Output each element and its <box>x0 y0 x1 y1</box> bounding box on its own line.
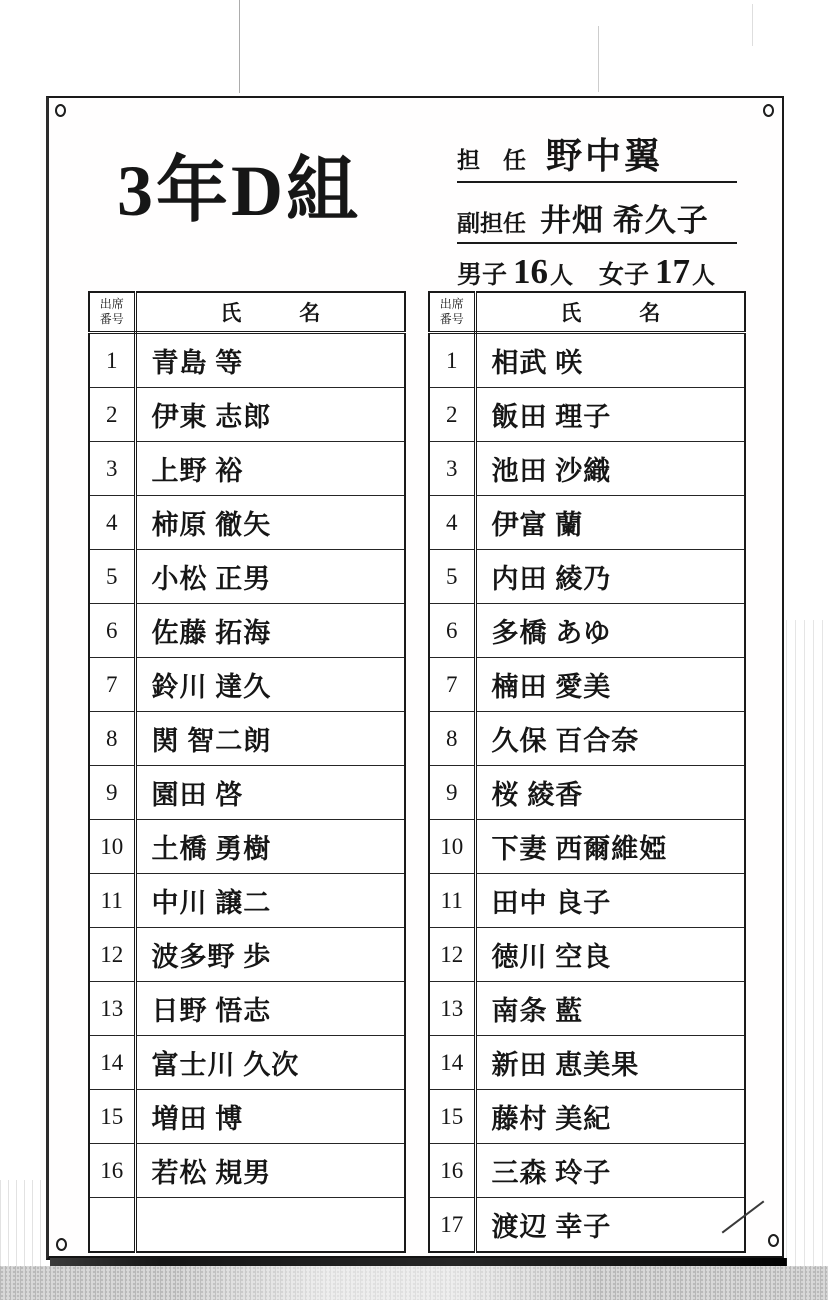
student-name-cell: 柿原 徹矢 <box>135 496 405 550</box>
roster-row <box>89 333 405 388</box>
wall-scratch <box>598 26 599 92</box>
attendance-number-cell: 7 <box>89 658 135 712</box>
student-name-cell <box>135 1198 405 1253</box>
roster-row <box>429 982 745 1036</box>
name-header-char-right: 名 <box>299 301 321 325</box>
name-header-char-left: 氏 <box>560 301 582 325</box>
roster-row <box>89 550 405 604</box>
attendance-number-cell: 11 <box>429 874 475 928</box>
student-name-cell: 若松 規男 <box>135 1144 405 1198</box>
attendance-number-cell: 2 <box>89 388 135 442</box>
roster-row <box>89 496 405 550</box>
attendance-number-cell: 11 <box>89 874 135 928</box>
attendance-number-cell: 14 <box>89 1036 135 1090</box>
attendance-number-header <box>89 292 135 333</box>
attendance-number-cell: 8 <box>429 712 475 766</box>
wall-texture <box>0 1180 44 1266</box>
student-name-cell: 青島 等 <box>135 333 405 388</box>
roster-row <box>429 712 745 766</box>
student-name-cell: 藤村 美紀 <box>475 1090 745 1144</box>
student-name-cell: 富士川 久次 <box>135 1036 405 1090</box>
roster-row <box>89 388 405 442</box>
student-name-cell: 相武 咲 <box>475 333 745 388</box>
name-header-char-right: 名 <box>639 301 661 325</box>
student-name-cell: 土橋 勇樹 <box>135 820 405 874</box>
roster-row <box>429 874 745 928</box>
girls-unit: 人 <box>692 263 716 288</box>
roster-row <box>89 1198 405 1253</box>
attendance-number-cell: 4 <box>89 496 135 550</box>
boys-count: 16 <box>513 252 549 291</box>
attendance-number-cell: 17 <box>429 1198 475 1253</box>
girls-roster-table <box>428 291 746 1253</box>
attendance-number-header <box>429 292 475 333</box>
attendance-number-cell: 6 <box>429 604 475 658</box>
student-name-cell: 桜 綾香 <box>475 766 745 820</box>
roster-row <box>89 1144 405 1198</box>
student-name-cell: 三森 玲子 <box>475 1144 745 1198</box>
name-header <box>475 292 745 333</box>
wall-highlight <box>180 1266 600 1300</box>
roster-row <box>89 658 405 712</box>
boys-label: 男子 <box>457 262 508 289</box>
board-shadow <box>50 1258 787 1266</box>
roster-header-row <box>429 292 745 333</box>
student-name-cell: 上野 裕 <box>135 442 405 496</box>
attendance-number-cell: 15 <box>89 1090 135 1144</box>
homeroom-label: 担 任 <box>457 148 526 173</box>
attendance-number-cell: 9 <box>89 766 135 820</box>
student-name-cell: 関 智二朗 <box>135 712 405 766</box>
boys-roster-table <box>88 291 406 1253</box>
girls-count: 17 <box>655 252 691 291</box>
roster-row <box>89 766 405 820</box>
screw-icon <box>56 1238 67 1251</box>
attendance-number-cell: 1 <box>429 333 475 388</box>
attendance-number-cell: 3 <box>429 442 475 496</box>
student-name-cell: 伊富 蘭 <box>475 496 745 550</box>
student-name-cell: 鈴川 達久 <box>135 658 405 712</box>
wall-scratch <box>239 0 240 93</box>
roster-row <box>429 928 745 982</box>
name-header <box>135 292 405 333</box>
name-header-char-left: 氏 <box>220 301 242 325</box>
girls-label: 女子 <box>599 262 650 289</box>
attendance-number-cell: 4 <box>429 496 475 550</box>
assistant-teacher-name: 井畑 希久子 <box>540 203 709 238</box>
attendance-number-cell: 2 <box>429 388 475 442</box>
student-name-cell: 渡辺 幸子 <box>475 1198 745 1253</box>
assistant-label: 副担任 <box>457 211 526 236</box>
attendance-number-cell: 12 <box>89 928 135 982</box>
roster-row <box>89 928 405 982</box>
roster-row <box>429 1036 745 1090</box>
attendance-number-cell: 13 <box>429 982 475 1036</box>
screw-icon <box>768 1234 779 1247</box>
student-name-cell: 増田 博 <box>135 1090 405 1144</box>
roster-row <box>429 658 745 712</box>
student-name-cell: 田中 良子 <box>475 874 745 928</box>
staff-block <box>457 128 737 298</box>
roster-row <box>89 1090 405 1144</box>
roster-row <box>429 604 745 658</box>
attendance-number-cell: 3 <box>89 442 135 496</box>
roster-row <box>429 388 745 442</box>
attendance-number-cell: 15 <box>429 1090 475 1144</box>
roster-row <box>429 820 745 874</box>
attendance-number-cell: 6 <box>89 604 135 658</box>
student-name-cell: 楠田 愛美 <box>475 658 745 712</box>
student-name-cell: 園田 啓 <box>135 766 405 820</box>
roster-row <box>89 982 405 1036</box>
assistant-teacher-line <box>457 195 737 244</box>
student-name-cell: 下妻 西爾維婭 <box>475 820 745 874</box>
attendance-number-cell: 14 <box>429 1036 475 1090</box>
student-name-cell: 多橋 あゆ <box>475 604 745 658</box>
student-name-cell: 徳川 空良 <box>475 928 745 982</box>
screw-icon <box>55 104 66 117</box>
wall-texture <box>786 620 828 1266</box>
student-name-cell: 池田 沙織 <box>475 442 745 496</box>
class-roster-board <box>46 96 784 1260</box>
roster-row <box>89 874 405 928</box>
homeroom-teacher-name: 野中翼 <box>546 136 664 176</box>
roster-row <box>429 766 745 820</box>
roster-row <box>89 604 405 658</box>
attendance-header-line2: 番号 <box>99 312 124 326</box>
roster-header-row <box>89 292 405 333</box>
wall-scratch <box>752 4 753 46</box>
attendance-number-cell: 5 <box>89 550 135 604</box>
roster-row <box>89 820 405 874</box>
roster-row <box>429 550 745 604</box>
attendance-header-line2: 番号 <box>439 312 464 326</box>
student-name-cell: 久保 百合奈 <box>475 712 745 766</box>
roster-row <box>429 442 745 496</box>
roster-row <box>429 1198 745 1253</box>
student-name-cell: 佐藤 拓海 <box>135 604 405 658</box>
attendance-number-cell: 8 <box>89 712 135 766</box>
attendance-number-cell: 1 <box>89 333 135 388</box>
attendance-number-cell: 5 <box>429 550 475 604</box>
homeroom-teacher-line <box>457 128 737 183</box>
attendance-number-cell: 7 <box>429 658 475 712</box>
attendance-number-cell: 16 <box>429 1144 475 1198</box>
attendance-number-cell: 13 <box>89 982 135 1036</box>
attendance-number-cell: 12 <box>429 928 475 982</box>
student-name-cell: 小松 正男 <box>135 550 405 604</box>
attendance-header-line1: 出席 <box>99 297 124 311</box>
student-name-cell: 内田 綾乃 <box>475 550 745 604</box>
roster-row <box>429 1090 745 1144</box>
student-name-cell: 飯田 理子 <box>475 388 745 442</box>
roster-row <box>429 496 745 550</box>
roster-row <box>429 1144 745 1198</box>
attendance-header-line1: 出席 <box>439 297 464 311</box>
attendance-number-cell: 10 <box>89 820 135 874</box>
wall-texture <box>0 1266 828 1300</box>
student-name-cell: 南条 藍 <box>475 982 745 1036</box>
roster-row <box>429 333 745 388</box>
student-name-cell: 中川 譲二 <box>135 874 405 928</box>
attendance-number-cell: 9 <box>429 766 475 820</box>
student-name-cell: 伊東 志郎 <box>135 388 405 442</box>
attendance-number-cell: 10 <box>429 820 475 874</box>
boys-unit: 人 <box>550 263 574 288</box>
roster-row <box>89 712 405 766</box>
roster-row <box>89 442 405 496</box>
student-name-cell: 日野 悟志 <box>135 982 405 1036</box>
attendance-number-cell <box>89 1198 135 1253</box>
class-title: 3年D組 <box>117 151 361 231</box>
screw-icon <box>763 104 774 117</box>
student-name-cell: 新田 恵美果 <box>475 1036 745 1090</box>
attendance-number-cell: 16 <box>89 1144 135 1198</box>
student-name-cell: 波多野 歩 <box>135 928 405 982</box>
roster-row <box>89 1036 405 1090</box>
